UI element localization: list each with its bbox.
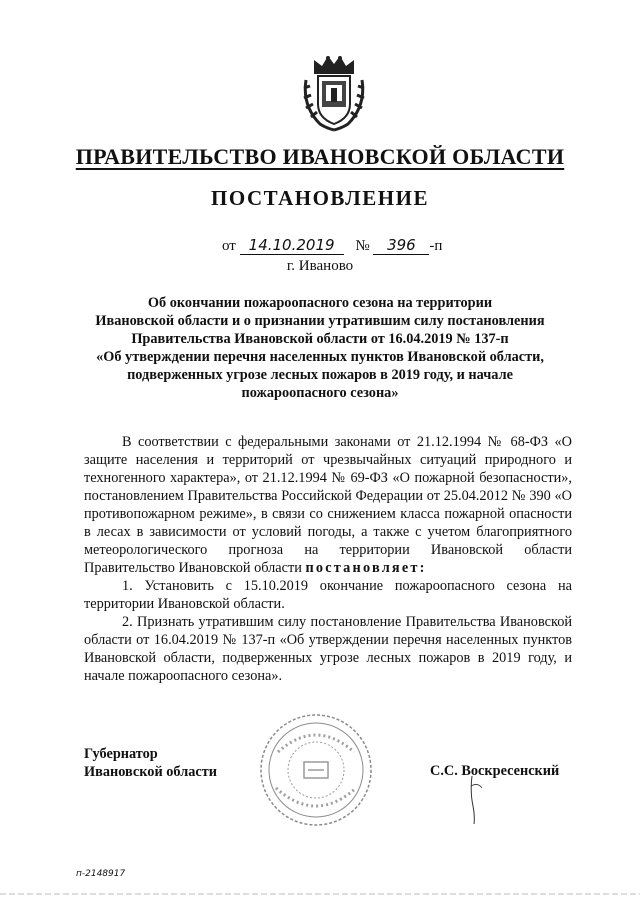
resolution-item-2: 2. Признать утратившим силу постановление Правительства Ивановской области от 16.04.2019 № 137-п «Об утверждении перечня населенных пунктов Ивановской области, подверженных угрозе лесных пожаров в 2019 году, и начале пожароопасного сезона». <box>84 614 572 684</box>
official-seal-icon <box>258 712 374 828</box>
signatory-role-line: Ивановской области <box>84 764 217 780</box>
signatory-role-line: Губернатор <box>84 746 158 762</box>
subject-line: пожароопасного сезона» <box>241 385 399 401</box>
subject-line: подверженных угрозе лесных пожаров в 2019 году, и начале <box>127 367 513 383</box>
subject-line: Правительства Ивановской области от 16.04.2019 № 137-п <box>131 331 509 347</box>
document-city: г. Иваново <box>286 258 354 274</box>
subject-line: Ивановской области и о признании утратившим силу постановления <box>95 313 545 329</box>
number-prefix: № <box>355 238 370 254</box>
preamble-text: В соответствии с федеральными законами от 21.12.1994 № 68-ФЗ «О защите населения и территорий от чрезвычайных ситуаций природного и техногенного характера», от 21.12.1994 № 69-ФЗ «О пожарной безопасности», постановлением Правительства Российской Федерации от 25.04.2012 № 390 «О противопожарном режиме», в связи со снижением класса пожарной опасности в лесах в зависимости от условий погоды, а также с учетом благоприятного метеорологического прогноза на территории Ивановской области Правительство Ивановской области <box>84 434 572 576</box>
document-type-heading: ПОСТАНОВЛЕНИЕ <box>211 186 429 210</box>
document-date: 14.10.2019 <box>240 236 344 255</box>
number-suffix: -п <box>429 238 443 254</box>
document-footer-code: п-2148917 <box>76 869 126 879</box>
scan-edge-divider <box>0 893 640 895</box>
resolution-item-1: 1. Установить с 15.10.2019 окончание пожароопасного сезона на территории Ивановской области. <box>84 578 572 612</box>
document-subject <box>62 294 578 402</box>
handwritten-signature-icon <box>468 776 488 824</box>
date-prefix: от <box>222 238 236 254</box>
ivanovo-coat-of-arms-icon <box>300 54 368 132</box>
document-number: 396 <box>373 236 429 255</box>
document-body <box>84 433 572 685</box>
signatory-name: С.С. Воскресенский <box>430 763 560 779</box>
subject-line: «Об утверждении перечня населенных пунктов Ивановской области, <box>96 349 544 365</box>
subject-line: Об окончании пожароопасного сезона на территории <box>147 295 493 311</box>
government-title: ПРАВИТЕЛЬСТВО ИВАНОВСКОЙ ОБЛАСТИ <box>75 144 565 169</box>
resolves-word: постановляет: <box>305 560 427 576</box>
signatory-role <box>84 745 217 781</box>
preamble-paragraph <box>84 433 572 577</box>
document-date-number-line <box>222 236 442 255</box>
